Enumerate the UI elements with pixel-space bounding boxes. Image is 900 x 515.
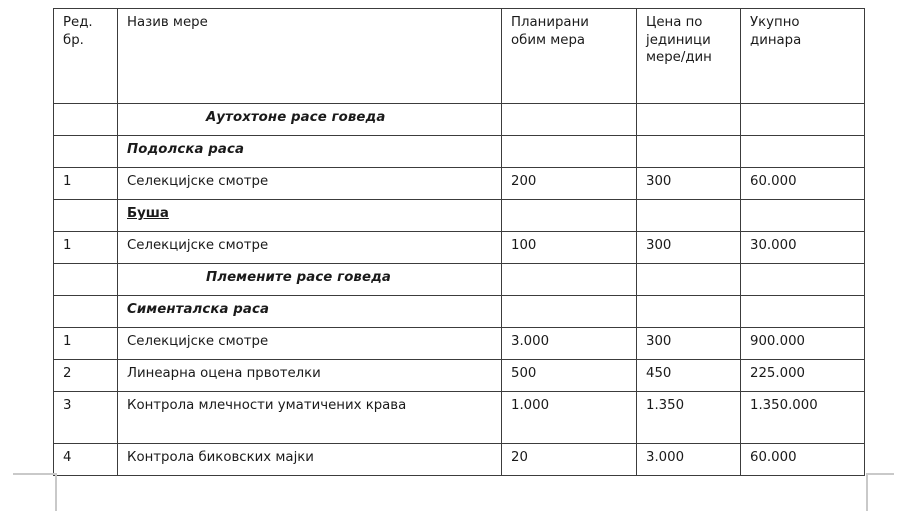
cell-ordinal: 1 — [54, 328, 118, 360]
cell-price — [637, 200, 741, 232]
header-cell-total — [741, 9, 865, 104]
cell-name: Селекцијске смотре — [118, 168, 502, 200]
cell-ordinal: 3 — [54, 392, 118, 444]
cell-total: 60.000 — [741, 444, 865, 476]
cell-name: Племените расе говеда — [118, 264, 502, 296]
header-cell-price — [637, 9, 741, 104]
section-label-underlined: Буша — [127, 206, 169, 221]
header-volume-line2: обим мера — [511, 32, 586, 48]
cell-total — [741, 104, 865, 136]
cell-name: Контрола биковских мајки — [118, 444, 502, 476]
cell-price — [637, 136, 741, 168]
cell-ordinal — [54, 136, 118, 168]
cell-ordinal: 1 — [54, 232, 118, 264]
cell-volume: 20 — [502, 444, 637, 476]
cell-name: Контрола млечности уматичених крава — [118, 392, 502, 444]
table-row — [54, 168, 865, 200]
cell-price — [637, 264, 741, 296]
cell-name: Линеарна оцена првотелки — [118, 360, 502, 392]
header-name-line1: Назив мере — [127, 15, 208, 30]
page-margin-corner-bottom-right — [866, 473, 894, 511]
cell-ordinal — [54, 296, 118, 328]
table-row — [54, 264, 865, 296]
cell-volume — [502, 200, 637, 232]
table-row — [54, 360, 865, 392]
cell-name: Аутохтоне расе говеда — [118, 104, 502, 136]
table-row — [54, 104, 865, 136]
table-header-row — [54, 9, 865, 104]
cell-ordinal: 4 — [54, 444, 118, 476]
page-margin-corner-bottom-left — [13, 473, 57, 511]
cell-name: Селекцијске смотре — [118, 232, 502, 264]
cell-price: 300 — [637, 328, 741, 360]
cell-volume: 1.000 — [502, 392, 637, 444]
cell-price — [637, 296, 741, 328]
table-row — [54, 328, 865, 360]
cell-total: 900.000 — [741, 328, 865, 360]
cell-total — [741, 264, 865, 296]
table-row — [54, 136, 865, 168]
cell-name: Селекцијске смотре — [118, 328, 502, 360]
table-body — [54, 9, 865, 476]
cell-total: 30.000 — [741, 232, 865, 264]
cell-price: 300 — [637, 232, 741, 264]
cell-volume: 100 — [502, 232, 637, 264]
cell-name: Сименталска раса — [118, 296, 502, 328]
table-row — [54, 392, 865, 444]
cell-volume: 200 — [502, 168, 637, 200]
cell-volume: 3.000 — [502, 328, 637, 360]
table-row — [54, 296, 865, 328]
table-row — [54, 232, 865, 264]
header-volume-line1: Планирани — [511, 15, 589, 30]
cell-total — [741, 200, 865, 232]
header-ordinal-line1: Ред. — [63, 15, 93, 30]
header-cell-ordinal — [54, 9, 118, 104]
table-row — [54, 200, 865, 232]
header-total-line1: Укупно — [750, 15, 800, 30]
cell-total — [741, 136, 865, 168]
cell-price: 1.350 — [637, 392, 741, 444]
cell-total: 60.000 — [741, 168, 865, 200]
header-price-line3: мере/дин — [646, 50, 712, 66]
header-total-line2: динара — [750, 32, 802, 48]
cell-volume — [502, 136, 637, 168]
cell-price: 450 — [637, 360, 741, 392]
cell-ordinal — [54, 104, 118, 136]
cell-total: 225.000 — [741, 360, 865, 392]
cell-ordinal — [54, 264, 118, 296]
cell-ordinal — [54, 200, 118, 232]
cell-price: 3.000 — [637, 444, 741, 476]
cell-volume — [502, 264, 637, 296]
cell-name — [118, 200, 502, 232]
cell-volume — [502, 296, 637, 328]
cell-name: Подолска раса — [118, 136, 502, 168]
cell-total: 1.350.000 — [741, 392, 865, 444]
cell-price: 300 — [637, 168, 741, 200]
header-cell-volume — [502, 9, 637, 104]
cell-price — [637, 104, 741, 136]
header-cell-name — [118, 9, 502, 104]
header-price-line2: јединици — [646, 32, 711, 48]
cell-volume: 500 — [502, 360, 637, 392]
table-row — [54, 444, 865, 476]
cell-volume — [502, 104, 637, 136]
measures-table — [53, 8, 865, 476]
cell-ordinal: 2 — [54, 360, 118, 392]
cell-total — [741, 296, 865, 328]
header-price-line1: Цена по — [646, 15, 703, 30]
header-ordinal-line2: бр. — [63, 32, 84, 48]
cell-ordinal: 1 — [54, 168, 118, 200]
